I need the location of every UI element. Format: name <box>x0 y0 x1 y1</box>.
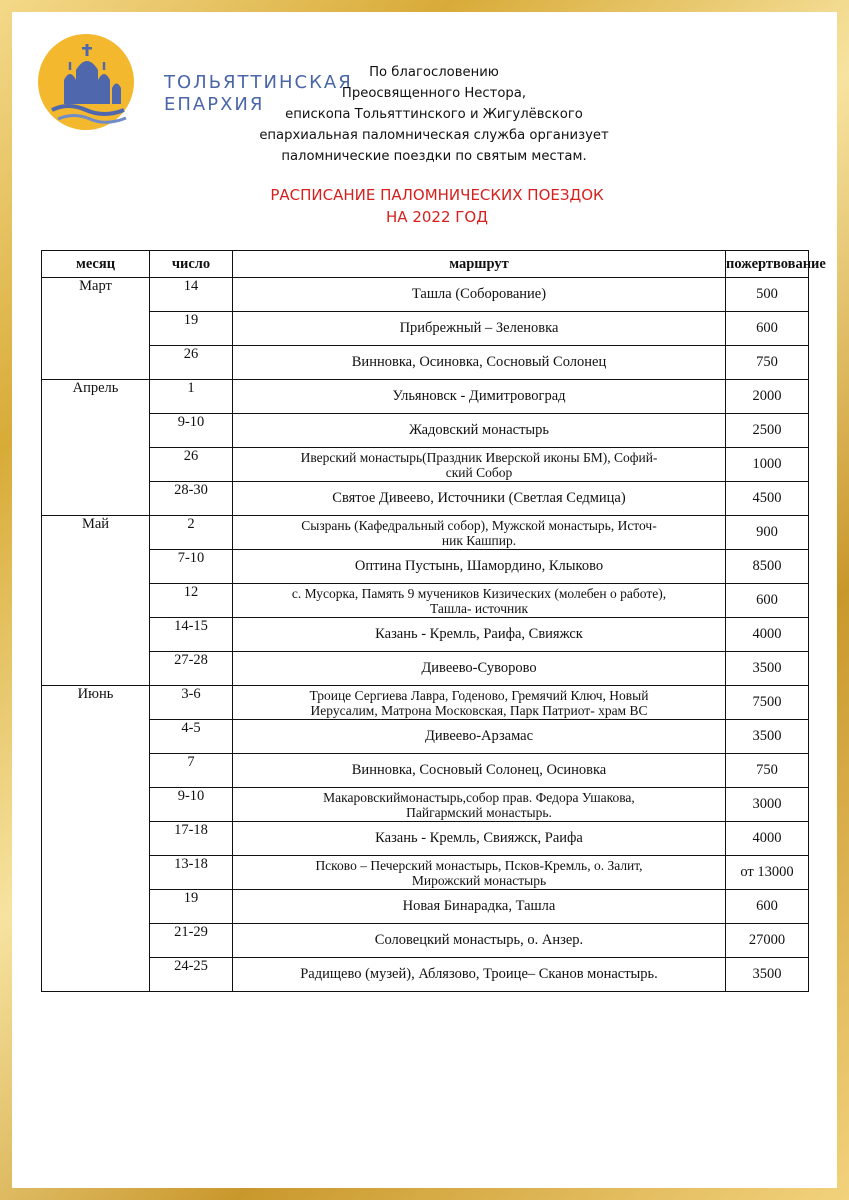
date-cell: 14 <box>150 278 233 312</box>
table-row <box>42 822 809 856</box>
route-cell <box>233 890 726 924</box>
donation-cell: 750 <box>726 346 809 380</box>
date-cell: 12 <box>150 584 233 618</box>
route-line-continued: Иерусалим, Матрона Московская, Парк Патриот- храм ВС <box>310 702 648 718</box>
blessing-line: епископа Тольяттинского и Жигулёвского <box>285 107 583 122</box>
route-line-continued: Пайгармский монастырь. <box>406 804 552 820</box>
schedule-title <box>212 184 662 228</box>
date-cell: 26 <box>150 346 233 380</box>
table-row <box>42 550 809 584</box>
blessing-line: епархиальная паломническая служба организует <box>259 128 609 143</box>
table-row <box>42 890 809 924</box>
table-row <box>42 618 809 652</box>
column-header-month: месяц <box>42 251 150 278</box>
date-cell: 9-10 <box>150 414 233 448</box>
date-cell: 7-10 <box>150 550 233 584</box>
route-line: Прибрежный – Зеленовка <box>399 320 559 336</box>
church-domes-icon <box>38 32 148 132</box>
date-cell: 7 <box>150 754 233 788</box>
date-cell: 4-5 <box>150 720 233 754</box>
date-cell: 2 <box>150 516 233 550</box>
date-cell: 14-15 <box>150 618 233 652</box>
route-line: Псково – Печерский монастырь, Псков-Кремль, о. Залит, <box>315 857 643 873</box>
table-row <box>42 720 809 754</box>
date-cell: 19 <box>150 890 233 924</box>
date-cell: 9-10 <box>150 788 233 822</box>
route-cell <box>233 584 726 618</box>
date-cell: 17-18 <box>150 822 233 856</box>
blessing-line: паломнические поездки по святым местам. <box>281 149 587 164</box>
donation-cell: 600 <box>726 584 809 618</box>
route-line-continued: ский Собор <box>445 464 513 480</box>
donation-cell: 3000 <box>726 788 809 822</box>
route-cell <box>233 720 726 754</box>
month-cell: Июнь <box>42 686 150 992</box>
route-line: Ульяновск - Димитровоград <box>392 388 566 404</box>
table-row <box>42 312 809 346</box>
route-line: Ташла (Соборование) <box>411 286 547 302</box>
donation-cell: 600 <box>726 312 809 346</box>
route-line-continued: Ташла- источник <box>429 600 529 616</box>
route-cell <box>233 686 726 720</box>
route-cell <box>233 822 726 856</box>
column-header-date: число <box>150 251 233 278</box>
route-cell <box>233 924 726 958</box>
donation-cell: 2000 <box>726 380 809 414</box>
route-cell <box>233 516 726 550</box>
donation-cell: 3500 <box>726 652 809 686</box>
donation-cell: 3500 <box>726 958 809 992</box>
donation-cell: 4000 <box>726 618 809 652</box>
schedule-title-line-2: НА 2022 ГОД <box>386 208 488 226</box>
route-cell <box>233 380 726 414</box>
table-row <box>42 380 809 414</box>
date-cell: 21-29 <box>150 924 233 958</box>
table-row <box>42 448 809 482</box>
donation-cell: 900 <box>726 516 809 550</box>
route-line: Макаровскиймонастырь,собор прав. Федора Ушакова, <box>323 789 635 805</box>
date-cell: 28-30 <box>150 482 233 516</box>
donation-cell: 4000 <box>726 822 809 856</box>
brand-line-1: ТОЛЬЯТТИНСКАЯ <box>164 72 353 93</box>
date-cell: 13-18 <box>150 856 233 890</box>
donation-cell: 500 <box>726 278 809 312</box>
table-row <box>42 958 809 992</box>
route-line: Жадовский монастырь <box>408 422 550 438</box>
table-row <box>42 652 809 686</box>
table-row <box>42 924 809 958</box>
table-row <box>42 482 809 516</box>
route-cell <box>233 278 726 312</box>
date-cell: 26 <box>150 448 233 482</box>
month-cell: Март <box>42 278 150 380</box>
route-line: Винновка, Сосновый Солонец, Осиновка <box>351 762 607 778</box>
route-cell <box>233 312 726 346</box>
date-cell: 24-25 <box>150 958 233 992</box>
table-row <box>42 278 809 312</box>
route-cell <box>233 346 726 380</box>
blessing-line: По благословению <box>369 65 499 80</box>
route-cell <box>233 958 726 992</box>
route-cell <box>233 652 726 686</box>
route-cell <box>233 754 726 788</box>
table-row <box>42 414 809 448</box>
route-line: Сызрань (Кафедральный собор), Мужской монастырь, Источ- <box>301 517 657 533</box>
route-cell <box>233 856 726 890</box>
date-cell: 27-28 <box>150 652 233 686</box>
route-cell <box>233 482 726 516</box>
route-line: Троице Сергиева Лавра, Годеново, Гремячий Ключ, Новый <box>309 687 649 703</box>
route-cell <box>233 788 726 822</box>
date-cell: 19 <box>150 312 233 346</box>
donation-cell: 1000 <box>726 448 809 482</box>
route-line-continued: ник Кашпир. <box>441 532 517 548</box>
column-header-donation: пожертвование <box>726 251 809 278</box>
donation-cell: 750 <box>726 754 809 788</box>
document-sheet <box>12 12 837 1188</box>
schedule-table <box>41 250 826 992</box>
donation-cell: от 13000 <box>726 856 809 890</box>
route-line-continued: Мирожский монастырь <box>411 872 547 888</box>
month-cell: Апрель <box>42 380 150 516</box>
donation-cell: 7500 <box>726 686 809 720</box>
table-row <box>42 788 809 822</box>
donation-cell: 4500 <box>726 482 809 516</box>
route-line: Казань - Кремль, Раифа, Свияжск <box>375 626 583 642</box>
table-header-row <box>42 251 809 278</box>
blessing-text <box>234 62 634 167</box>
route-line: Новая Бинарадка, Ташла <box>402 898 556 914</box>
route-line: Иверский монастырь(Праздник Иверской иконы БМ), Софий- <box>300 449 658 465</box>
donation-cell: 2500 <box>726 414 809 448</box>
route-line: с. Мусорка, Память 9 мучеников Кизических (молебен о работе), <box>291 585 667 601</box>
donation-cell: 3500 <box>726 720 809 754</box>
route-line: Святое Дивеево, Источники (Светлая Седмица) <box>332 490 626 506</box>
donation-cell: 8500 <box>726 550 809 584</box>
route-cell <box>233 550 726 584</box>
brand-line-2: ЕПАРХИЯ <box>164 94 265 115</box>
route-cell <box>233 448 726 482</box>
schedule-body <box>42 278 809 992</box>
route-line: Дивеево-Арзамас <box>424 728 534 744</box>
table-row <box>42 516 809 550</box>
month-cell: Май <box>42 516 150 686</box>
table-row <box>42 346 809 380</box>
donation-cell: 27000 <box>726 924 809 958</box>
route-cell <box>233 618 726 652</box>
route-line: Казань - Кремль, Свияжск, Раифа <box>375 830 583 846</box>
table-row <box>42 686 809 720</box>
table-row <box>42 754 809 788</box>
date-cell: 1 <box>150 380 233 414</box>
route-line: Дивеево-Суворово <box>421 660 537 676</box>
schedule-title-line-1: РАСПИСАНИЕ ПАЛОМНИЧЕСКИХ ПОЕЗДОК <box>270 186 604 204</box>
route-cell <box>233 414 726 448</box>
table-row <box>42 584 809 618</box>
route-line: Оптина Пустынь, Шамордино, Клыково <box>354 558 604 574</box>
table-row <box>42 856 809 890</box>
donation-cell: 600 <box>726 890 809 924</box>
date-cell: 3-6 <box>150 686 233 720</box>
route-line: Соловецкий монастырь, о. Анзер. <box>374 932 584 948</box>
route-line: Радищево (музей), Аблязово, Троице– Сканов монастырь. <box>300 966 658 982</box>
column-header-route: маршрут <box>233 251 726 278</box>
route-line: Винновка, Осиновка, Сосновый Солонец <box>351 354 607 370</box>
blessing-line: Преосвященного Нестора, <box>341 86 527 101</box>
